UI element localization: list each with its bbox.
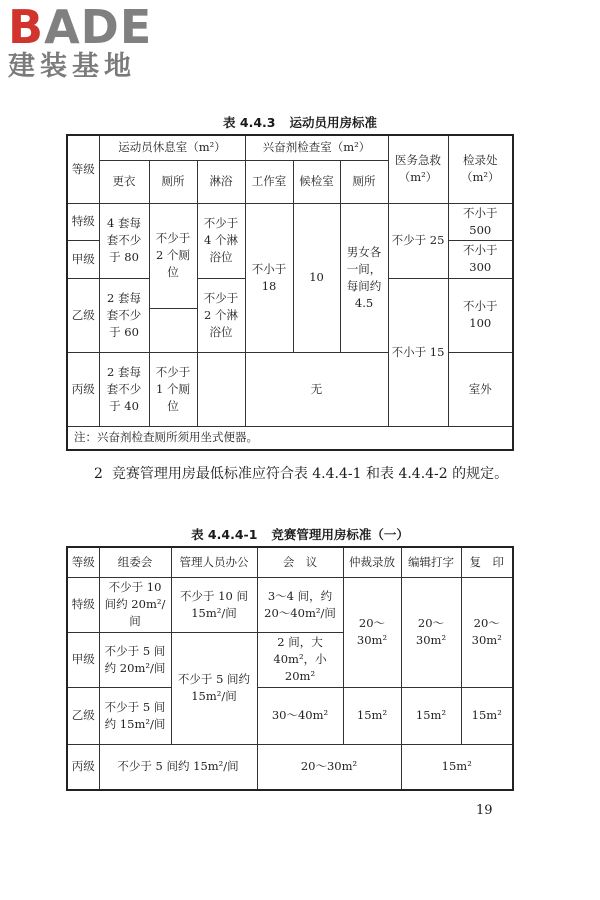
header-inspection: 检录处（m²） bbox=[448, 135, 513, 203]
table2-number: 表 4.4.4-1 bbox=[191, 527, 258, 542]
t2-committee-b: 不少于 5 间约 15m²/间 bbox=[99, 687, 171, 744]
t2-referee-b: 15m² bbox=[343, 687, 401, 744]
cell-wait-super-a-b: 10 bbox=[293, 203, 340, 352]
t2-header-level: 等级 bbox=[67, 547, 99, 577]
cell-medical-b-c: 不小于 15 bbox=[388, 278, 448, 426]
cell-doping-c: 无 bbox=[245, 352, 388, 426]
header-level: 等级 bbox=[67, 135, 99, 203]
t2-level-b: 乙级 bbox=[67, 687, 99, 744]
header-shower: 淋浴 bbox=[197, 160, 245, 203]
t2-committee-super: 不少于 10 间约 20m²/间 bbox=[99, 577, 171, 632]
t2-committee-staff-c: 不少于 5 间约 15m²/间 bbox=[99, 744, 257, 790]
t2-meeting-super: 3～4 间，约 20～40m²/间 bbox=[257, 577, 343, 632]
cell-locker-b: 2 套每套不少于 60 bbox=[99, 278, 149, 352]
table2-title: 竞赛管理用房标准（一） bbox=[271, 527, 409, 542]
paragraph-number: 2 bbox=[94, 466, 103, 482]
cell-inspect-a: 不小于 300 bbox=[448, 240, 513, 278]
header-waiting-room: 候检室 bbox=[293, 160, 340, 203]
body-paragraph bbox=[66, 463, 516, 485]
cell-work-super-a-b: 不小于 18 bbox=[245, 203, 293, 352]
t2-header-referee: 仲裁录放 bbox=[343, 547, 401, 577]
level-b: 乙级 bbox=[67, 278, 99, 352]
header-doping-toilet: 厕所 bbox=[340, 160, 388, 203]
t2-header-copy: 复 印 bbox=[461, 547, 513, 577]
cell-toilet-c: 不少于 1 个厕位 bbox=[149, 352, 197, 426]
t2-copy-super-a: 20～30m² bbox=[461, 577, 513, 687]
cell-locker-c: 2 套每套不少于 40 bbox=[99, 352, 149, 426]
cell-doping-toilet-super-a-b: 男女各一间，每间约 4.5 bbox=[340, 203, 388, 352]
logo-wordmark: BADE bbox=[8, 0, 153, 54]
t2-meeting-a: 2 间，大 40m²，小 20m² bbox=[257, 632, 343, 687]
cell-shower-c-blank bbox=[197, 352, 245, 426]
t2-committee-a: 不少于 5 间约 20m²/间 bbox=[99, 632, 171, 687]
t2-copy-b: 15m² bbox=[461, 687, 513, 744]
cell-inspect-super: 不小于 500 bbox=[448, 203, 513, 240]
cell-inspect-c: 室外 bbox=[448, 352, 513, 426]
header-work-room: 工作室 bbox=[245, 160, 293, 203]
cell-medical-super-a: 不少于 25 bbox=[388, 203, 448, 278]
table1-note: 注：兴奋剂检查厕所须用坐式便器。 bbox=[67, 426, 513, 450]
paragraph-text: 竞赛管理用房最低标准应符合表 4.4.4-1 和表 4.4.4-2 的规定。 bbox=[111, 466, 509, 482]
t2-header-staff-office: 管理人员办公 bbox=[171, 547, 257, 577]
cell-locker-super-a: 4 套每套不少于 80 bbox=[99, 203, 149, 278]
t2-header-typing: 编辑打字 bbox=[401, 547, 461, 577]
cell-shower-b-c: 不少于 2 个淋浴位 bbox=[197, 278, 245, 352]
t2-header-committee: 组委会 bbox=[99, 547, 171, 577]
athlete-room-table bbox=[66, 134, 514, 451]
t2-meeting-referee-c: 20～30m² bbox=[257, 744, 401, 790]
level-a: 甲级 bbox=[67, 240, 99, 278]
cell-toilet-super-a-b: 不少于 2 个厕位 bbox=[149, 203, 197, 308]
t2-level-a: 甲级 bbox=[67, 632, 99, 687]
t2-referee-super-a: 20～30m² bbox=[343, 577, 401, 687]
t2-staff-a-b: 不少于 5 间约 15m²/间 bbox=[171, 632, 257, 744]
bade-logo bbox=[8, 0, 183, 86]
t2-level-c: 丙级 bbox=[67, 744, 99, 790]
t2-typing-copy-c: 15m² bbox=[401, 744, 513, 790]
header-doping-room: 兴奋剂检查室（m²） bbox=[245, 135, 388, 160]
table1-title: 运动员用房标准 bbox=[289, 115, 377, 130]
cell-shower-super-a: 不少于 4 个淋浴位 bbox=[197, 203, 245, 278]
t2-meeting-b: 30～40m² bbox=[257, 687, 343, 744]
page-number: 19 bbox=[476, 803, 493, 818]
cell-inspect-b: 不小于 100 bbox=[448, 278, 513, 352]
t2-staff-super: 不少于 10 间 15m²/间 bbox=[171, 577, 257, 632]
t2-typing-super-a: 20～30m² bbox=[401, 577, 461, 687]
header-medical: 医务急救（m²） bbox=[388, 135, 448, 203]
logo-subtitle: 建装基地 bbox=[8, 51, 136, 82]
header-toilet: 厕所 bbox=[149, 160, 197, 203]
table2-caption bbox=[0, 525, 600, 543]
table1-caption bbox=[0, 113, 600, 131]
level-super: 特级 bbox=[67, 203, 99, 240]
table1-number: 表 4.4.3 bbox=[223, 115, 276, 130]
t2-level-super: 特级 bbox=[67, 577, 99, 632]
t2-typing-b: 15m² bbox=[401, 687, 461, 744]
header-locker: 更衣 bbox=[99, 160, 149, 203]
header-rest-room: 运动员休息室（m²） bbox=[99, 135, 245, 160]
competition-room-table bbox=[66, 546, 514, 791]
t2-header-meeting: 会 议 bbox=[257, 547, 343, 577]
level-c: 丙级 bbox=[67, 352, 99, 426]
